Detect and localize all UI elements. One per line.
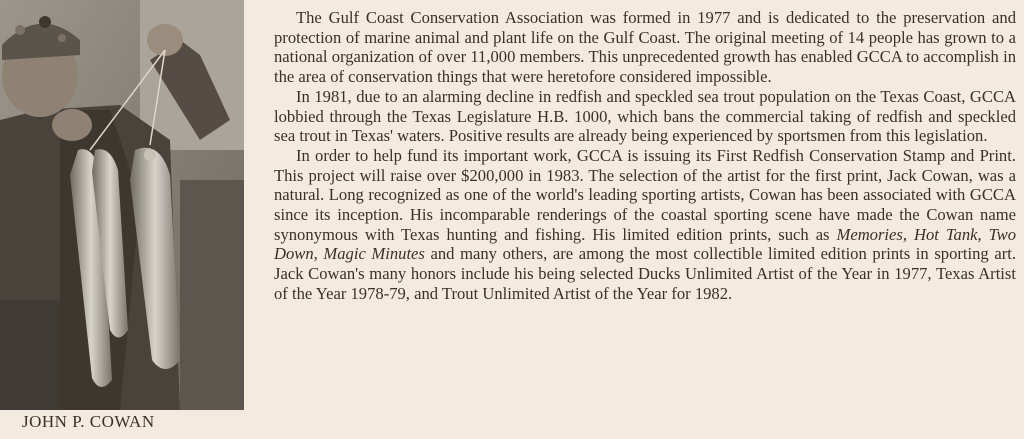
paragraph-stamp-print — [274, 146, 1016, 304]
paragraph-stamp-print-part1: In order to help fund its important work, GCCA is issuing its First Redfish Conservation Stamp and Print. This project will raise over $200,000 in 1983. The selection of the artist for the first print, Jack Cowan, was a natural. Long recognized as one of the world's leading sporting artists, Cowan has been associated with GCCA since its inception. His incomparable renderings of the coastal sporting scene have made the Cowan name synonymous with Texas hunting and fishing. His limited edition prints, such as — [274, 145, 1016, 244]
artist-photo-image — [0, 0, 244, 410]
artist-photo — [0, 0, 244, 410]
paragraph-history: The Gulf Coast Conservation Association was formed in 1977 and is dedicated to the preservation and protection of marine animal and plant life on the Gulf Coast. The original meeting of 14 people has grown to a national organization of over 11,000 members. This unprecedented growth has enabled GCCA to accomplish in the area of conservation things that were heretofore considered impossible. — [274, 8, 1016, 87]
paragraph-stamp-print-part2: and many others, are among the most collectible limited edition prints in sporting art. Jack Cowan's many honors include his being selected Ducks Unlimited Artist of the Year in 1977, Texas Artist of the Year 1978-79, and Trout Unlimited Artist of the Year for 1982. — [274, 244, 1016, 303]
print-titles: Memories, Hot Tank, Two Down, Magic Minutes — [274, 224, 1016, 264]
paragraph-legislation: In 1981, due to an alarming decline in redfish and speckled sea trout population on the Texas Coast, GCCA lobbied through the Texas Legislature H.B. 1000, which bans the commercial taking of redfish and speckled sea trout in Texas' waters. Positive results are already being experienced by sportsmen from this legislation. — [274, 86, 1016, 146]
photo-caption: JOHN P. COWAN — [22, 412, 155, 431]
article-body — [274, 8, 1016, 304]
